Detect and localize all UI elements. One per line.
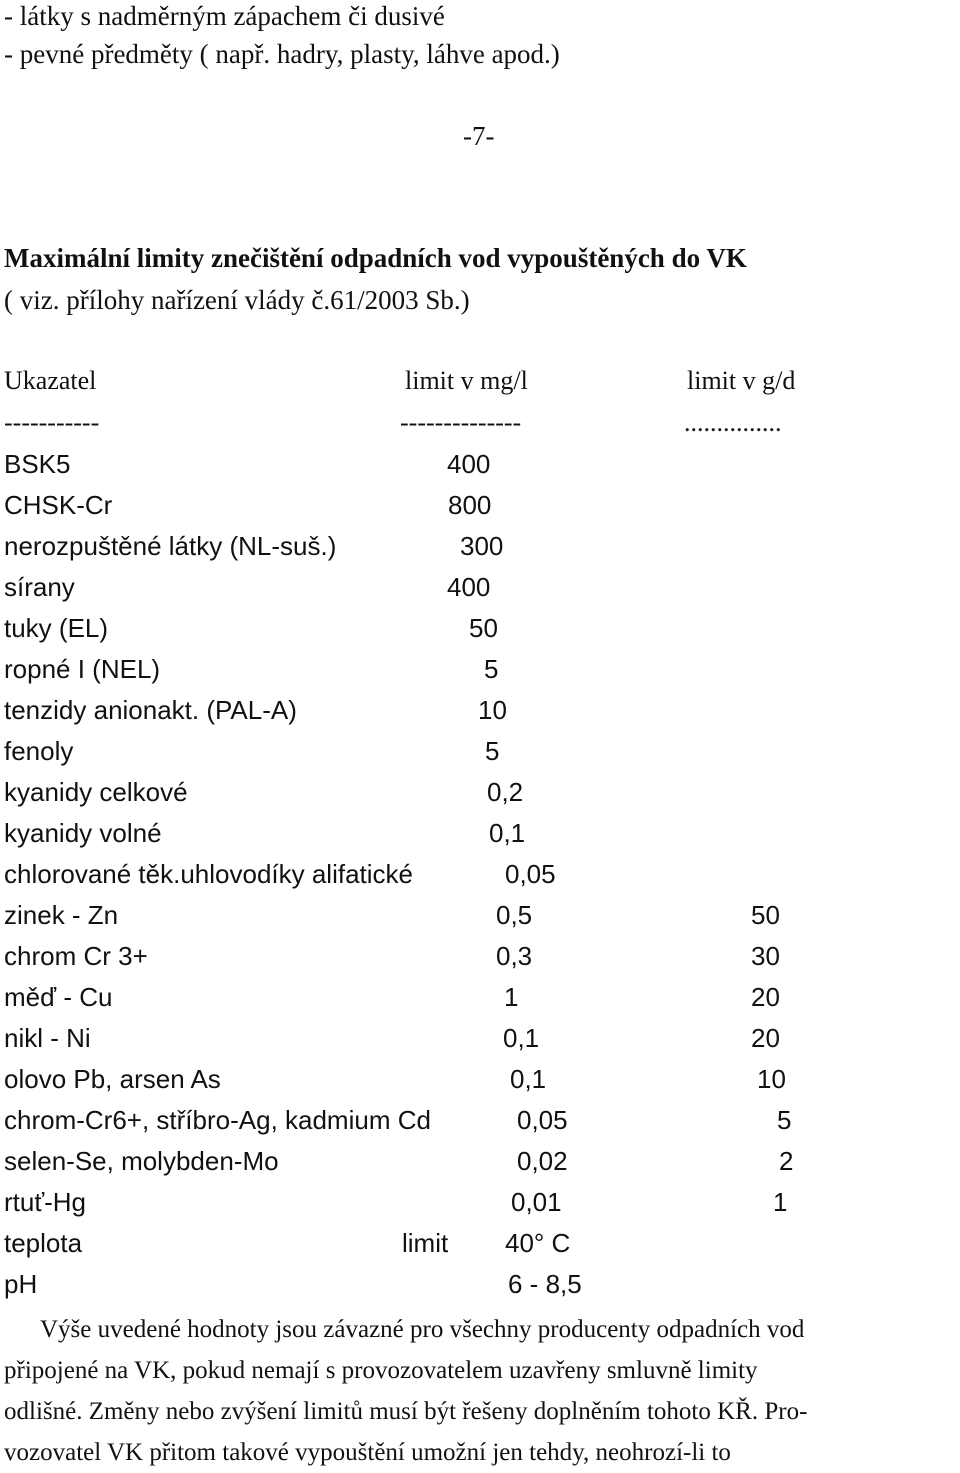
table-row bbox=[0, 900, 960, 936]
table-row bbox=[0, 736, 960, 772]
row-mgl: 400 bbox=[447, 449, 491, 479]
document-heading: Maximální limity znečištění odpadních vod vypouštěných do VK bbox=[4, 243, 747, 273]
table-row bbox=[0, 613, 960, 649]
table-divider bbox=[0, 408, 960, 444]
table-row bbox=[0, 572, 960, 608]
row-name: kyanidy volné bbox=[4, 818, 162, 848]
row-name: olovo Pb, arsen As bbox=[4, 1064, 221, 1094]
divider-1: ----------- bbox=[4, 408, 100, 437]
row-gd: 20 bbox=[751, 1023, 780, 1053]
table-row bbox=[0, 818, 960, 854]
table-header bbox=[0, 366, 960, 402]
row-mgl: 800 bbox=[448, 490, 492, 520]
row-name: pH bbox=[4, 1269, 38, 1299]
paragraph-line-3: odlišné. Změny nebo zvýšení limitů musí být řešeny doplněním tohoto KŘ. Pro- bbox=[4, 1398, 808, 1425]
table-row bbox=[0, 695, 960, 731]
row-mgl: 400 bbox=[447, 572, 491, 602]
table-row-teplota bbox=[0, 1228, 960, 1264]
row-name: chrom Cr 3+ bbox=[4, 941, 148, 971]
table-row bbox=[0, 941, 960, 977]
row-mgl: 0,1 bbox=[510, 1064, 547, 1094]
table-row bbox=[0, 859, 960, 895]
row-mgl: 40° C bbox=[505, 1228, 571, 1258]
table-row bbox=[0, 1187, 960, 1223]
header-limit-gd: limit v g/d bbox=[687, 366, 796, 395]
row-name: rtuť-Hg bbox=[4, 1187, 86, 1217]
table-row bbox=[0, 777, 960, 813]
table-row bbox=[0, 1146, 960, 1182]
table-row bbox=[0, 490, 960, 526]
page-number: -7- bbox=[463, 121, 495, 151]
row-mgl: 1 bbox=[504, 982, 519, 1012]
row-mgl: 50 bbox=[469, 613, 498, 643]
row-name: nikl - Ni bbox=[4, 1023, 91, 1053]
row-gd: 2 bbox=[779, 1146, 794, 1176]
header-limit-mgl: limit v mg/l bbox=[405, 366, 528, 395]
row-mgl: 5 bbox=[484, 654, 499, 684]
header-ukazatel: Ukazatel bbox=[4, 366, 97, 395]
top-line-2: - pevné předměty ( např. hadry, plasty, láhve apod.) bbox=[4, 39, 560, 69]
row-name: CHSK-Cr bbox=[4, 490, 113, 520]
table-row bbox=[0, 1105, 960, 1141]
row-name: zinek - Zn bbox=[4, 900, 119, 930]
row-mgl: 0,01 bbox=[511, 1187, 562, 1217]
paragraph-line-4: vozovatel VK přitom takové vypouštění umožní jen tehdy, neohrozí-li to bbox=[4, 1439, 731, 1466]
row-name: selen-Se, molybden-Mo bbox=[4, 1146, 279, 1176]
row-name: kyanidy celkové bbox=[4, 777, 188, 807]
divider-3: ............... bbox=[684, 408, 782, 437]
row-gd: 1 bbox=[773, 1187, 788, 1217]
row-name: tuky (EL) bbox=[4, 613, 109, 643]
row-mgl: 0,3 bbox=[496, 941, 533, 971]
row-name: chlorované těk.uhlovodíky alifatické bbox=[4, 859, 414, 889]
row-mgl: 300 bbox=[460, 531, 504, 561]
row-mgl: 0,1 bbox=[489, 818, 526, 848]
row-gd: 50 bbox=[751, 900, 780, 930]
row-mgl: 10 bbox=[478, 695, 507, 725]
row-limit-label: limit bbox=[402, 1228, 449, 1258]
row-gd: 10 bbox=[757, 1064, 786, 1094]
row-name: sírany bbox=[4, 572, 75, 602]
divider-2: -------------- bbox=[400, 408, 522, 437]
table-row bbox=[0, 654, 960, 690]
row-mgl: 0,05 bbox=[505, 859, 556, 889]
row-gd: 20 bbox=[751, 982, 780, 1012]
table-row bbox=[0, 531, 960, 567]
row-name: fenoly bbox=[4, 736, 74, 766]
row-mgl: 0,5 bbox=[496, 900, 533, 930]
top-line-1: - látky s nadměrným zápachem či dusivé bbox=[4, 1, 445, 31]
row-name: měď - Cu bbox=[4, 982, 113, 1012]
row-mgl: 0,02 bbox=[517, 1146, 568, 1176]
row-mgl: 0,05 bbox=[517, 1105, 568, 1135]
row-name: teplota bbox=[4, 1228, 83, 1258]
paragraph-line-2: připojené na VK, pokud nemají s provozovatelem uzavřeny smluvně limity bbox=[4, 1357, 758, 1384]
paragraph-line-1: Výše uvedené hodnoty jsou závazné pro všechny producenty odpadních vod bbox=[40, 1316, 805, 1343]
table-row bbox=[0, 982, 960, 1018]
row-mgl: 5 bbox=[485, 736, 500, 766]
table-row bbox=[0, 449, 960, 485]
table-row bbox=[0, 1064, 960, 1100]
row-name: ropné I (NEL) bbox=[4, 654, 161, 684]
row-name: tenzidy anionakt. (PAL-A) bbox=[4, 695, 297, 725]
row-gd: 5 bbox=[777, 1105, 792, 1135]
row-name: BSK5 bbox=[4, 449, 71, 479]
row-name: chrom-Cr6+, stříbro-Ag, kadmium Cd bbox=[4, 1105, 431, 1135]
row-mgl: 0,2 bbox=[487, 777, 524, 807]
table-row-ph bbox=[0, 1269, 960, 1305]
row-mgl: 6 - 8,5 bbox=[508, 1269, 582, 1299]
row-mgl: 0,1 bbox=[503, 1023, 540, 1053]
table-row bbox=[0, 1023, 960, 1059]
document-subheading: ( viz. přílohy nařízení vlády č.61/2003 Sb.) bbox=[4, 285, 470, 315]
row-name: nerozpuštěné látky (NL-suš.) bbox=[4, 531, 337, 561]
row-gd: 30 bbox=[751, 941, 780, 971]
